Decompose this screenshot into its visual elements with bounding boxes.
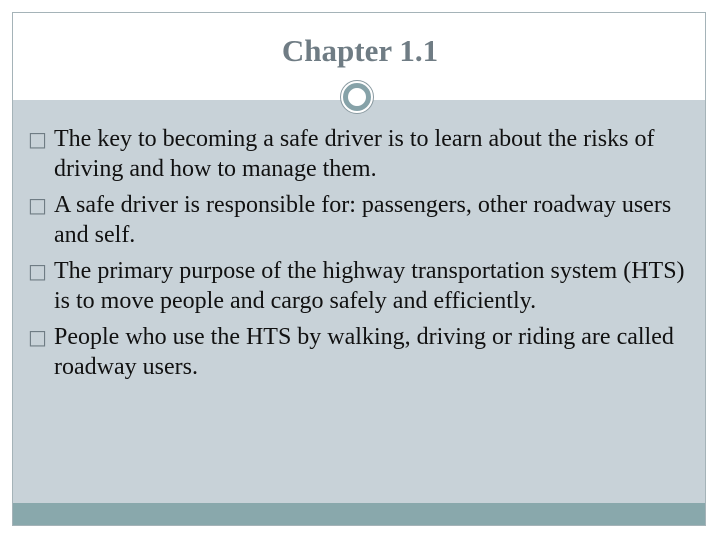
bullet-item <box>28 124 693 184</box>
bullet-item <box>28 190 693 250</box>
square-bullet-icon: □ <box>28 127 47 151</box>
square-bullet-icon: □ <box>28 193 47 217</box>
bullet-item <box>28 256 693 316</box>
bullet-item <box>28 322 693 382</box>
bullet-text: The key to becoming a safe driver is to learn about the risks of driving and how to manage them. <box>54 126 655 182</box>
bullet-list <box>28 124 693 388</box>
bullet-text: A safe driver is responsible for: passengers, other roadway users and self. <box>54 192 672 248</box>
circle-ring-inner-icon <box>343 83 371 111</box>
footer-bar <box>13 503 705 525</box>
slide-title: Chapter 1.1 <box>281 33 439 68</box>
square-bullet-icon: □ <box>28 325 47 349</box>
bullet-text: The primary purpose of the highway transportation system (HTS) is to move people and cargo safely and efficiently. <box>54 258 685 314</box>
bullet-text: People who use the HTS by walking, driving or riding are called roadway users. <box>54 324 674 380</box>
square-bullet-icon: □ <box>28 259 47 283</box>
